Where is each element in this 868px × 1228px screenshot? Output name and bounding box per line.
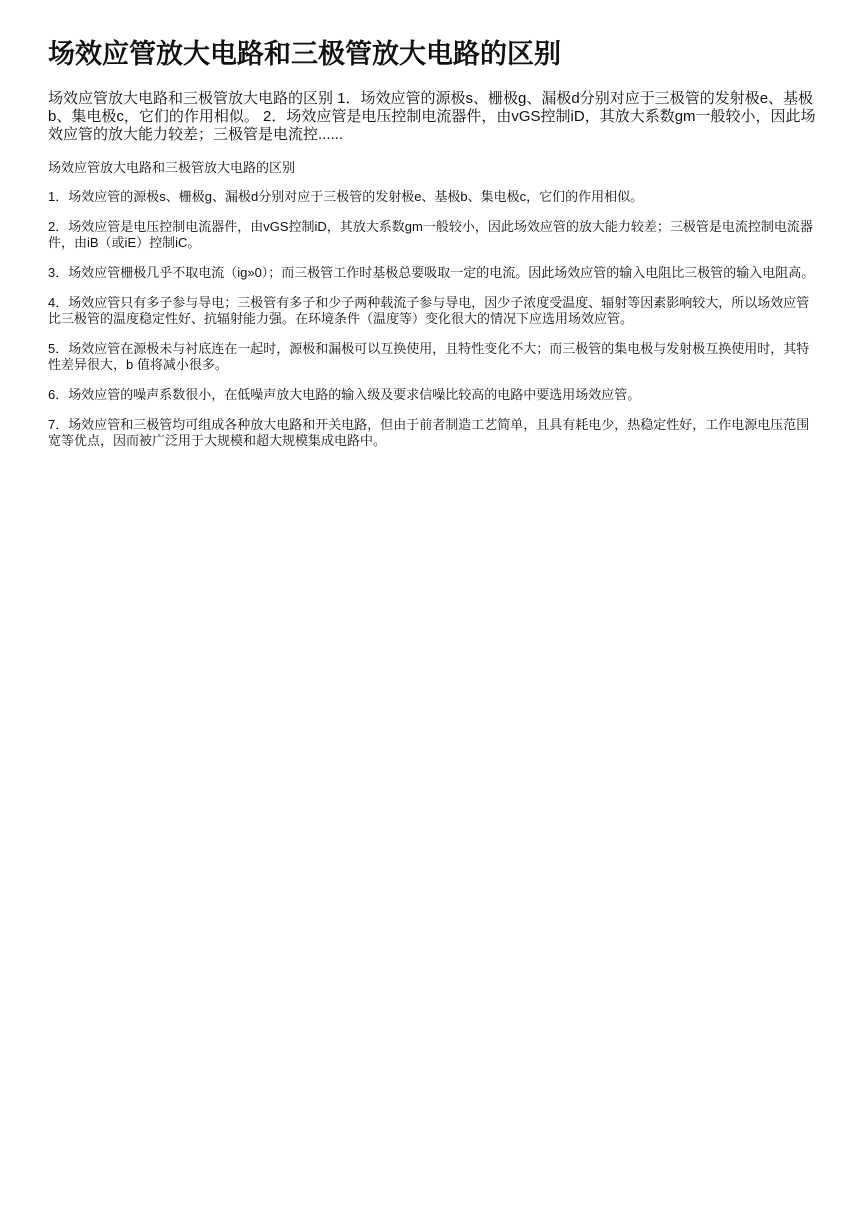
document-summary: 场效应管放大电路和三极管放大电路的区别 1．场效应管的源极s、栅极g、漏极d分别对应于三极管的发射极e、基极b、集电极c，它们的作用相似。 2．场效应管是电压控制电流器件，由vGS控制iD，其放大系数gm一般较小，因此场效应管的放大能力较差；三极管是电流控...... xyxy=(48,90,816,143)
difference-point-7: 7．场效应管和三极管均可组成各种放大电路和开关电路，但由于前者制造工艺简单，且具有耗电少，热稳定性好，工作电源电压范围宽等优点，因而被广泛用于大规模和超大规模集成电路中。 xyxy=(48,417,810,448)
difference-point-list xyxy=(48,189,818,449)
difference-point-5: 5．场效应管在源极未与衬底连在一起时，源极和漏极可以互换使用，且特性变化不大；而三极管的集电极与发射极互换使用时，其特性差异很大，b 值将减小很多。 xyxy=(48,341,810,372)
difference-point-1: 1．场效应管的源极s、栅极g、漏极d分别对应于三极管的发射极e、基极b、集电极c，它们的作用相似。 xyxy=(48,189,644,204)
document-title: 场效应管放大电路和三极管放大电路的区别 xyxy=(48,39,561,69)
section-heading: 场效应管放大电路和三极管放大电路的区别 xyxy=(48,160,296,175)
difference-point-4: 4．场效应管只有多子参与导电；三极管有多子和少子两种载流子参与导电，因少子浓度受温度、辐射等因素影响较大，所以场效应管比三极管的温度稳定性好、抗辐射能力强。在环境条件（温度等）变化很大的情况下应选用场效应管。 xyxy=(48,295,810,326)
difference-point-2: 2．场效应管是电压控制电流器件，由vGS控制iD，其放大系数gm一般较小，因此场效应管的放大能力较差；三极管是电流控制电流器件，由iB（或iE）控制iC。 xyxy=(48,219,813,250)
difference-point-6: 6．场效应管的噪声系数很小，在低噪声放大电路的输入级及要求信噪比较高的电路中要选用场效应管。 xyxy=(48,387,641,402)
difference-point-3: 3．场效应管栅极几乎不取电流（ig»0）；而三极管工作时基极总要吸取一定的电流。因此场效应管的输入电阻比三极管的输入电阻高。 xyxy=(48,265,815,280)
